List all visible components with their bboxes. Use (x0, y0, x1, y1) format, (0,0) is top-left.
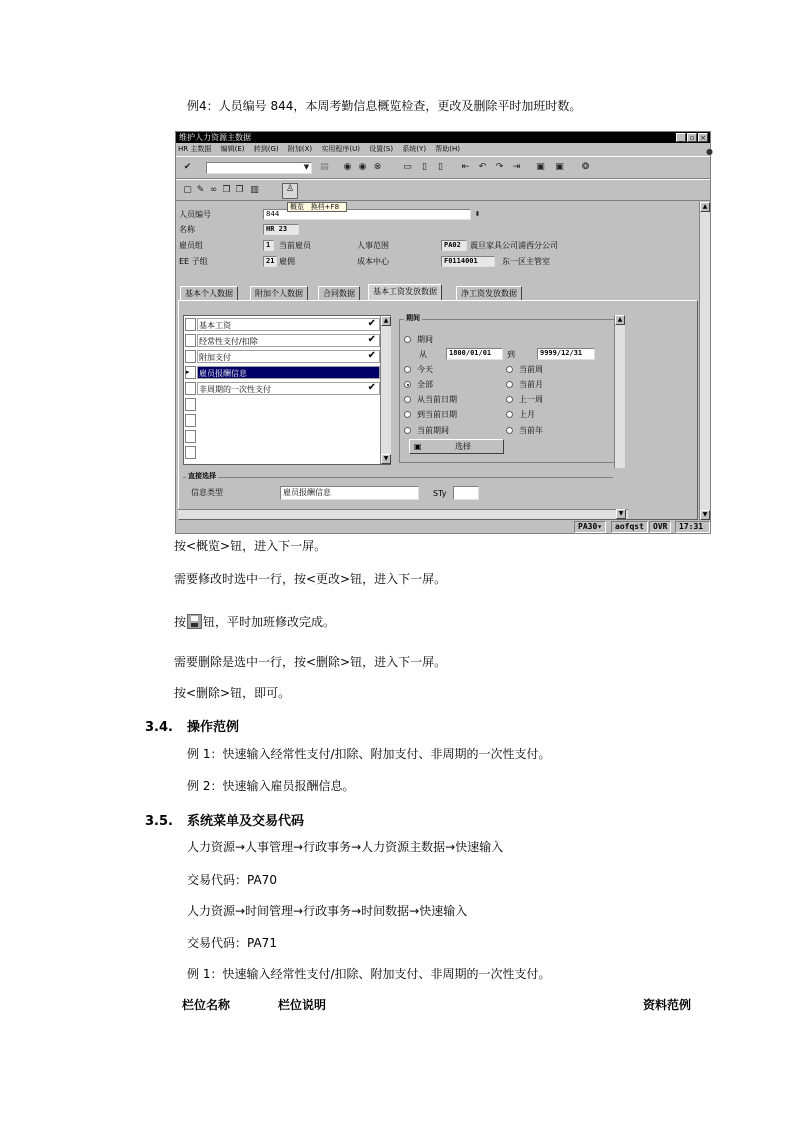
from-date-field[interactable]: 1800/01/01 (446, 348, 503, 360)
infotype-label: 基本工资 (197, 318, 380, 331)
checkmark-icon: ✔ (367, 382, 376, 393)
infotype-row[interactable] (185, 349, 380, 364)
status-server: aofqst (611, 521, 648, 533)
table-header-example: 资料范例 (643, 998, 692, 1012)
help-icon[interactable]: ❂ (581, 162, 590, 172)
radio-period[interactable] (404, 334, 433, 345)
application-toolbar (176, 179, 710, 201)
tab-basic-payroll[interactable]: 基本工资发放数据 (368, 284, 442, 300)
paragraph-change: 需要修改时选中一行，按<更改>钮，进入下一屏。 (174, 572, 447, 586)
radio-all-label: 全部 (417, 380, 433, 389)
menu-help[interactable]: 帮助(H) (435, 145, 461, 153)
infotype-label: 雇员报酬信息 (197, 366, 380, 379)
radio-from-today[interactable] (404, 394, 457, 405)
create-icon[interactable]: ▢ (183, 185, 192, 195)
radio-dot (404, 411, 411, 418)
infotype-row[interactable] (185, 397, 380, 412)
menu-edit[interactable]: 编辑(E) (220, 145, 245, 153)
row-selector[interactable] (185, 334, 196, 347)
tab-net-payroll[interactable]: 净工资发放数据 (456, 286, 522, 300)
print-icon[interactable]: ▭ (403, 162, 412, 172)
enter-icon[interactable]: ✔ (183, 162, 192, 172)
status-tcode-text: PA30 (578, 522, 598, 531)
window-title: 维护人力资源主数据 (179, 133, 251, 142)
pernr-search-icon[interactable]: ⬍ (474, 210, 481, 218)
tab-contract[interactable]: 合同数据 (318, 286, 360, 300)
radio-curr-year[interactable] (506, 425, 543, 436)
infotype-row[interactable] (185, 333, 380, 348)
paragraph-save-post: 钮，平时加班修改完成。 (203, 615, 336, 629)
new-session-icon[interactable]: ▣ (536, 162, 545, 172)
radio-period-label: 期间 (417, 335, 433, 344)
menu-utilities[interactable]: 实用程序(U) (321, 145, 360, 153)
hscroll-down-icon[interactable]: ▼ (616, 509, 626, 519)
pernr-field[interactable]: 844 (263, 209, 471, 220)
transaction-code-2: 交易代码：PA71 (187, 936, 277, 950)
direct-group-title: 直接选择 (188, 472, 216, 480)
scroll-up-icon[interactable]: ▲ (700, 202, 710, 212)
checkmark-icon: ✔ (367, 334, 376, 345)
radio-curr-period[interactable] (404, 425, 449, 436)
main-scrollbar[interactable] (699, 202, 710, 520)
infotype-row[interactable] (185, 413, 380, 428)
infotype-row[interactable] (185, 429, 380, 444)
overview-tooltip (287, 202, 347, 212)
checkmark-icon: ✔ (367, 318, 376, 329)
row-selector[interactable]: ▸ (185, 366, 196, 379)
menu-settings[interactable]: 设置(S) (369, 145, 394, 153)
dropdown-icon[interactable]: ▼ (303, 163, 310, 171)
group-code: 1 (263, 240, 274, 251)
example-1: 例 1：快速输入经常性支付/扣除、附加支付、非周期的一次性支付。 (187, 747, 551, 761)
radio-last-month[interactable] (506, 409, 535, 420)
overview-icon[interactable]: ♙ (282, 183, 298, 199)
section-number-3-4: 3.4. (145, 720, 173, 735)
status-time: 17:31 (675, 521, 710, 533)
row-selector[interactable] (185, 430, 196, 443)
select-button-label: 选择 (455, 442, 471, 451)
find-icon[interactable]: ▯ (422, 162, 427, 172)
last-page-icon[interactable]: ⇥ (512, 162, 521, 172)
radio-to-today[interactable] (404, 409, 457, 420)
menu-system[interactable]: 系统(Y) (402, 145, 427, 153)
radio-last-week-label: 上一周 (519, 395, 543, 404)
menu-goto[interactable]: 转到(G) (253, 145, 279, 153)
menu-hr-master[interactable]: HR 主数据 (178, 145, 212, 153)
standard-toolbar (176, 156, 710, 179)
next-page-icon[interactable]: ↷ (495, 162, 504, 172)
table-header-field-name: 栏位名称 (182, 998, 231, 1012)
paragraph-overview: 按<概览>钮，进入下一屏。 (174, 539, 327, 553)
to-label: 到 (507, 350, 515, 359)
minimize-button[interactable]: _ (676, 133, 686, 142)
delete-icon[interactable]: ▥ (250, 185, 259, 195)
cost-code: F0114001 (441, 256, 495, 267)
shortcut-icon[interactable]: ▣ (555, 162, 564, 172)
copy-icon[interactable]: ❐ (222, 185, 231, 195)
to-date-field[interactable]: 9999/12/31 (537, 348, 595, 360)
save-icon (187, 614, 202, 629)
title-bar (176, 132, 710, 143)
sap-window (175, 131, 711, 534)
radio-dot (506, 411, 513, 418)
sap-logo-icon: ● (706, 147, 713, 156)
area-code: PA02 (441, 240, 467, 251)
infotype-label: 经常性支付/扣除 (197, 334, 380, 347)
tooltip-shortcut: 换档+F8 (310, 203, 340, 211)
menu-path-1: 人力资源→人事管理→行政事务→人力资源主数据→快速输入 (187, 840, 504, 854)
paragraph-save-pre: 按 (174, 615, 187, 629)
radio-curr-week-label: 当前周 (519, 365, 543, 374)
infotype-label: 非周期的一次性支付 (197, 382, 380, 395)
radio-last-week[interactable] (506, 394, 543, 405)
maximize-button[interactable]: ▫ (687, 133, 697, 142)
status-mode: OVR (649, 521, 671, 533)
table-scroll-up-icon[interactable]: ▲ (381, 316, 391, 326)
radio-dot (506, 396, 513, 403)
radio-curr-year-label: 当前年 (519, 426, 543, 435)
menu-extras[interactable]: 附加(X) (287, 145, 313, 153)
from-label: 从 (419, 350, 427, 359)
sty-label: STy (433, 489, 447, 498)
subgroup-code: 21 (263, 256, 277, 267)
infotype-row[interactable] (185, 445, 380, 460)
radio-curr-week[interactable] (506, 364, 543, 375)
cost-text: 东一区主管室 (502, 257, 550, 266)
intro-text: 例4：人员编号 844，本周考勤信息概览检查，更改及删除平时加班时数。 (187, 99, 582, 113)
example-2: 例 2：快速输入雇员报酬信息。 (187, 779, 355, 793)
infotype-row[interactable] (185, 381, 380, 396)
radio-dot (404, 396, 411, 403)
table-scroll-down-icon[interactable]: ▼ (381, 454, 391, 464)
radio-curr-period-label: 当前期间 (417, 426, 449, 435)
infotype-row[interactable] (185, 317, 380, 332)
close-button[interactable]: × (698, 133, 708, 142)
radio-to-today-label: 到当前日期 (417, 410, 457, 419)
infotype-label: 信息类型 (191, 488, 223, 497)
cancel-icon[interactable]: ⊗ (373, 162, 382, 172)
status-tcode: PA30▾ (574, 521, 606, 533)
tooltip-label: 概览 (290, 203, 304, 211)
table-header-field-desc: 栏位说明 (278, 998, 327, 1012)
radio-today-label: 今天 (417, 365, 433, 374)
radio-today[interactable] (404, 364, 433, 375)
exit-icon[interactable]: ◉ (358, 162, 367, 172)
section-title-3-4: 操作范例 (187, 720, 240, 735)
row-selector[interactable] (185, 398, 196, 411)
cost-label: 成本中心 (357, 257, 389, 266)
menu-bar (176, 144, 710, 155)
radio-from-today-label: 从当前日期 (417, 395, 457, 404)
infotype-row[interactable] (185, 365, 380, 380)
command-field[interactable] (206, 162, 312, 174)
prev-page-icon[interactable]: ↶ (478, 162, 487, 172)
infotype-label: 附加支付 (197, 350, 380, 363)
infotype-scrollbar[interactable] (380, 316, 391, 464)
select-button[interactable] (409, 439, 504, 454)
subgroup-text: 雇佣 (279, 257, 295, 266)
area-text: 震旦家具公司浦西分公司 (470, 241, 558, 250)
paragraph-save (174, 614, 335, 630)
back-icon[interactable]: ◉ (343, 162, 352, 172)
row-selector[interactable] (185, 318, 196, 331)
radio-dot (404, 427, 411, 434)
radio-all[interactable] (404, 379, 433, 390)
area-label: 人事范围 (357, 241, 389, 250)
sty-field[interactable] (453, 486, 479, 500)
delimit-icon[interactable]: ❐ (235, 185, 244, 195)
save-icon[interactable]: ▤ (320, 162, 329, 172)
period-scrollbar[interactable] (614, 315, 625, 468)
radio-dot (506, 366, 513, 373)
checkmark-icon: ✔ (367, 350, 376, 361)
pernr-label: 人员编号 (179, 210, 211, 219)
group-label: 雇员组 (179, 241, 203, 250)
menu-path-2: 人力资源→时间管理→行政事务→时间数据→快速输入 (187, 904, 468, 918)
transaction-code-1: 交易代码：PA70 (187, 873, 277, 887)
row-selector[interactable] (185, 414, 196, 427)
example-1-repeat: 例 1：快速输入经常性支付/扣除、附加支付、非周期的一次性支付。 (187, 967, 551, 981)
find-next-icon[interactable]: ▯ (438, 162, 443, 172)
section-title-3-5: 系统菜单及交易代码 (187, 814, 305, 829)
radio-last-month-label: 上月 (519, 410, 535, 419)
row-selector[interactable] (185, 350, 196, 363)
horizontal-scrollbar[interactable] (178, 509, 628, 519)
name-label: 名称 (179, 225, 195, 234)
section-number-3-5: 3.5. (145, 814, 173, 829)
radio-dot (404, 366, 411, 373)
change-icon[interactable]: ✎ (196, 185, 205, 195)
tab-additional-personal[interactable]: 附加个人数据 (250, 286, 308, 300)
row-selector[interactable] (185, 446, 196, 459)
radio-dot (404, 336, 411, 343)
subgroup-label: EE 子组 (179, 257, 208, 266)
scroll-down-icon[interactable]: ▼ (700, 510, 710, 520)
row-selector[interactable] (185, 382, 196, 395)
name-value: HR 23 (263, 224, 299, 235)
display-icon[interactable]: ∞ (209, 185, 218, 195)
radio-dot-selected (404, 381, 411, 388)
first-page-icon[interactable]: ⇤ (461, 162, 470, 172)
tab-basic-personal[interactable]: 基本个人数据 (180, 286, 238, 300)
radio-curr-month-label: 当前月 (519, 380, 543, 389)
radio-dot (506, 427, 513, 434)
radio-curr-month[interactable] (506, 379, 543, 390)
infotype-field[interactable]: 雇员报酬信息 (280, 486, 419, 500)
radio-dot (506, 381, 513, 388)
paragraph-delete-confirm: 按<删除>钮，即可。 (174, 686, 291, 700)
select-icon: ▣ (414, 442, 422, 451)
period-scroll-up-icon[interactable]: ▲ (615, 315, 625, 325)
paragraph-delete: 需要删除是选中一行，按<删除>钮，进入下一屏。 (174, 655, 447, 669)
period-group-title: 期间 (406, 314, 420, 322)
group-text: 当前雇员 (279, 241, 311, 250)
